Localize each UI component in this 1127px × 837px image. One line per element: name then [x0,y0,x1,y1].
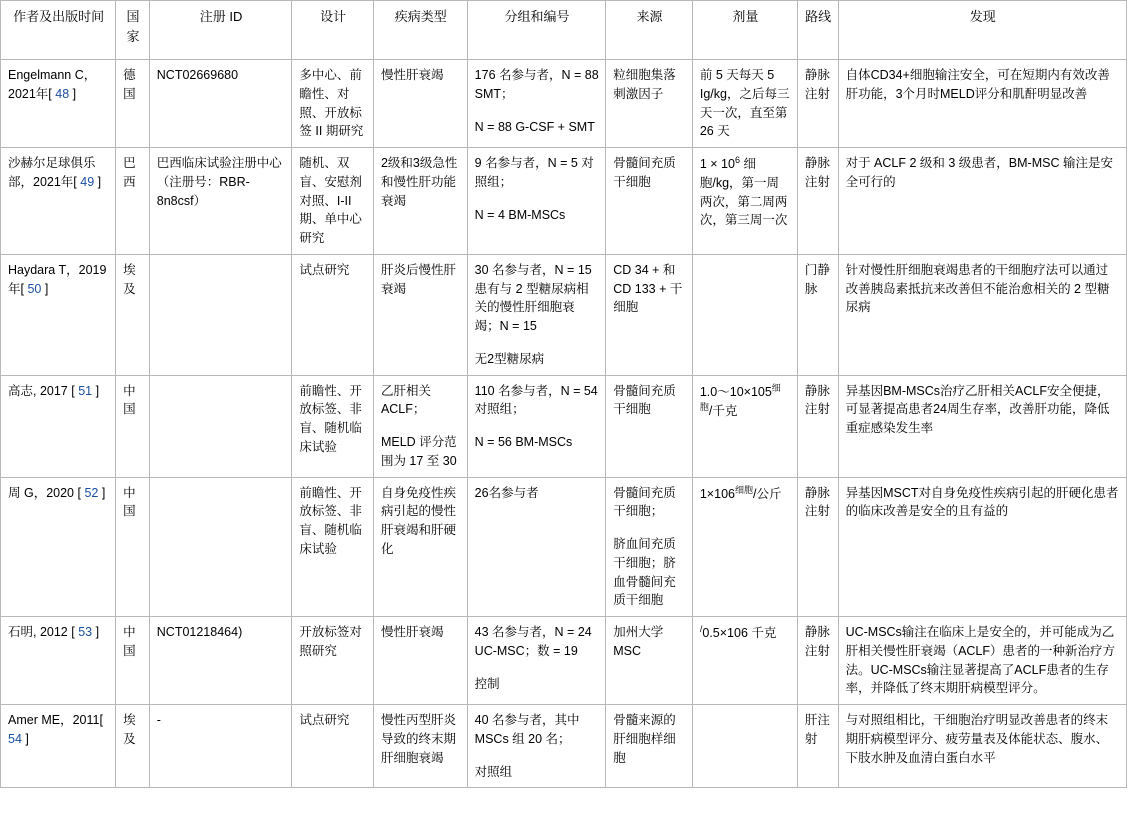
cell-grouping [467,617,606,705]
spacer [613,521,686,535]
grouping-line-1: 110 名参与者，N = 54 对照组； [474,383,598,417]
cell-author [1,375,116,477]
grouping-line-2: 无2型糖尿病 [474,351,545,366]
grouping-line-2: N = 88 G-CSF + SMT [474,119,595,134]
cell-author [1,477,116,617]
author-text: 石明, 2012 [ [8,625,79,639]
cell-design: 随机、双盲、安慰剂对照、I-II 期、单中心研究 [292,148,374,255]
table-row [1,148,1127,255]
cell-disease-type: 自身免疫性疾病引起的慢性肝衰竭和肝硬化 [373,477,467,617]
disease-line-1: 乙肝相关ACLF； [380,383,431,417]
cell-dose [692,477,797,617]
cell-registration-id [149,477,292,617]
author-tail: ] [98,485,106,500]
cell-design: 试点研究 [292,705,374,788]
table-row [1,60,1127,148]
cell-findings: UC-MSCs输注在临床上是安全的，并可能成为乙肝相关慢性肝衰竭（ACLF）患者的一种新治疗方法。UC-MSCs输注显著提高了ACLF患者的生存率，并降低了终末期肝病模型评分。 [838,617,1126,705]
table-row [1,705,1127,788]
cell-grouping [467,148,606,255]
author-text: 沙赫尔足球俱乐部，2021年[ [8,156,96,189]
dose-suffix: /千克 [708,404,738,419]
cell-route: 静脉注射 [797,148,838,255]
cell-country: 中国 [116,477,150,617]
reference-link[interactable]: 51 [78,383,93,398]
column-header-registration-id: 注册 ID [149,1,292,60]
cell-findings: 异基因MSCT对自身免疫性疾病引起的肝硬化患者的临床改善是安全的且有益的 [838,477,1126,617]
cell-dose [692,375,797,477]
reference-link[interactable]: 48 [55,86,70,101]
dose-exponent: 细胞 [734,484,753,495]
cell-author [1,705,116,788]
author-tail: ] [94,174,102,189]
column-header-route: 路线 [797,1,838,60]
author-tail: ] [92,625,100,639]
cell-findings: 自体CD34+细胞输注安全，可在短期内有效改善肝功能，3个月时MELD评分和肌酐明显改善 [838,60,1126,148]
column-header-findings: 发现 [838,1,1126,60]
cell-grouping: 26名参与者 [467,477,606,617]
grouping-line-2: N = 56 BM-MSCs [474,435,573,449]
cell-dose [692,705,797,788]
cell-country: 中国 [116,617,150,705]
author-text: Engelmann C，2021年[ [8,68,97,101]
cell-grouping [467,375,606,477]
spacer [475,419,600,433]
cell-source: 粒细胞集落刺激因子 [606,60,693,148]
dose-exponent: 细胞 [699,382,781,413]
cell-design: 多中心、前瞻性、对照、开放标签 II 期研究 [292,60,374,148]
cell-grouping [467,60,606,148]
cell-route: 静脉注射 [797,477,838,617]
cell-source: 骨髓间充质干细胞 [606,148,693,255]
column-header-dose: 剂量 [692,1,797,60]
author-text: 周 G，2020 [ [8,485,85,500]
cell-design: 开放标签对照研究 [292,617,374,705]
table-row [1,617,1127,705]
cell-source [606,477,693,617]
table-header-row [1,1,1127,60]
cell-registration-id [149,254,292,375]
spacer [475,336,600,350]
cell-findings: 异基因BM-MSCs治疗乙肝相关ACLF安全便捷，可显著提高患者24周生存率，改善肝功能，降低重症感染发生率 [838,375,1126,477]
cell-disease-type: 慢性肝衰竭 [373,60,467,148]
cell-country: 埃及 [116,254,150,375]
cell-author [1,617,116,705]
author-text: Amer ME，2011[ [8,713,103,727]
grouping-line-1: 9 名参与者，N = 5 对照组； [474,156,594,189]
grouping-line-2: N = 4 BM-MSCs [474,207,566,222]
dose-prefix: 0.5×106 千克 [702,626,777,641]
cell-findings: 针对慢性肝细胞衰竭患者的干细胞疗法可以通过改善胰岛素抵抗来改善但不能治愈相关的 2 型糖尿病 [838,254,1126,375]
spacer [475,104,600,118]
column-header-grouping: 分组和编号 [467,1,606,60]
cell-design: 前瞻性、开放标签、非盲、随机临床试验 [292,477,374,617]
cell-dose [692,148,797,255]
cell-source: 骨髓来源的肝细胞样细胞 [606,705,693,788]
cell-route: 静脉注射 [797,60,838,148]
cell-route: 静脉注射 [797,617,838,705]
dose-exponent: 6 [734,155,740,165]
cell-findings: 与对照组相比，干细胞治疗明显改善患者的终末期肝病模型评分、疲劳量表及体能状态、腹水、下肢水肿及血清白蛋白水平 [838,705,1126,788]
column-header-source: 来源 [606,1,693,60]
cell-author [1,148,116,255]
cell-design: 试点研究 [292,254,374,375]
cell-source: 骨髓间充质干细胞 [606,375,693,477]
author-tail: ] [69,86,77,101]
author-tail: ] [21,731,29,746]
dose-prefix: 1 × 10 [699,157,735,172]
table-row [1,477,1127,617]
cell-country: 中国 [116,375,150,477]
grouping-line-2: 控制 [474,676,500,691]
cell-author [1,60,116,148]
column-header-author: 作者及出版时间 [1,1,116,60]
cell-design: 前瞻性、开放标签、非盲、随机临床试验 [292,375,374,477]
cell-registration-id: - [149,705,292,788]
cell-disease-type: 肝炎后慢性肝衰竭 [373,254,467,375]
author-tail: ] [41,281,49,296]
dose-suffix: 细胞/kg，第一周两次，第二周两次，第三周一次 [699,157,788,228]
disease-line-2: MELD 评分范围为 17 至 30 [380,435,457,468]
cell-country: 埃及 [116,705,150,788]
cell-registration-id: 巴西临床试验注册中心（注册号：RBR-8n8csf） [149,148,292,255]
cell-dose: 前 5 天每天 5 Ig/kg，之后每三天一次，直至第 26 天 [692,60,797,148]
column-header-disease-type: 疾病类型 [373,1,467,60]
grouping-line-1: 176 名参与者，N = 88 SMT； [474,68,599,101]
cell-registration-id [149,375,292,477]
cell-findings: 对于 ACLF 2 级和 3 级患者，BM-MSC 输注是安全可行的 [838,148,1126,255]
grouping-line-1: 40 名参与者，其中 MSCs 组 20 名； [474,713,580,746]
cell-grouping [467,705,606,788]
cell-dose [692,254,797,375]
reference-link[interactable]: 53 [78,625,93,639]
column-header-design: 设计 [292,1,374,60]
cell-author [1,254,116,375]
grouping-line-1: 30 名参与者，N = 15 患有与 2 型糖尿病相关的慢性肝细胞衰竭；N = 15 [474,262,592,333]
cell-route: 门静脉 [797,254,838,375]
cell-source: 加州大学 MSC [606,617,693,705]
author-text: Haydara T，2019年[ [8,262,107,296]
cell-grouping [467,254,606,375]
cell-registration-id: NCT02669680 [149,60,292,148]
author-tail: ] [92,383,100,398]
cell-route: 肝注射 [797,705,838,788]
reference-link[interactable]: 54 [8,731,22,746]
source-line-1: 骨髓间充质干细胞； [613,485,676,519]
cell-dose [692,617,797,705]
column-header-country: 国家 [116,1,150,60]
spacer [475,749,600,763]
cell-disease-type: 慢性肝衰竭 [373,617,467,705]
dose-suffix: /公斤 [752,486,782,501]
spacer [475,192,600,206]
dose-exponent: / [699,624,703,634]
source-line-2: 脐血间充质干细胞；脐血骨髓间充质干细胞 [613,537,676,608]
spacer [475,661,600,675]
author-text: 高志, 2017 [ [8,383,79,398]
cell-disease-type: 慢性丙型肝炎导致的终末期肝细胞衰竭 [373,705,467,788]
dose-prefix: 1×106 [699,486,735,501]
cell-country: 德国 [116,60,150,148]
cell-disease-type [373,375,467,477]
grouping-line-2: 对照组 [474,764,513,779]
cell-disease-type: 2级和3级急性和慢性肝功能衰竭 [373,148,467,255]
table-row [1,375,1127,477]
grouping-line-1: 43 名参与者，N = 24 UC-MSC；数 = 19 [474,625,592,658]
cell-route: 静脉注射 [797,375,838,477]
table-row [1,254,1127,375]
cell-registration-id: NCT01218464) [149,617,292,705]
reference-link[interactable]: 52 [84,485,99,500]
dose-prefix: 1.0～10×105 [699,384,772,399]
cell-country: 巴西 [116,148,150,255]
spacer [381,419,461,433]
cell-source: CD 34 + 和 CD 133 + 干细胞 [606,254,693,375]
reference-link[interactable]: 50 [27,281,42,296]
reference-link[interactable]: 49 [80,174,95,189]
